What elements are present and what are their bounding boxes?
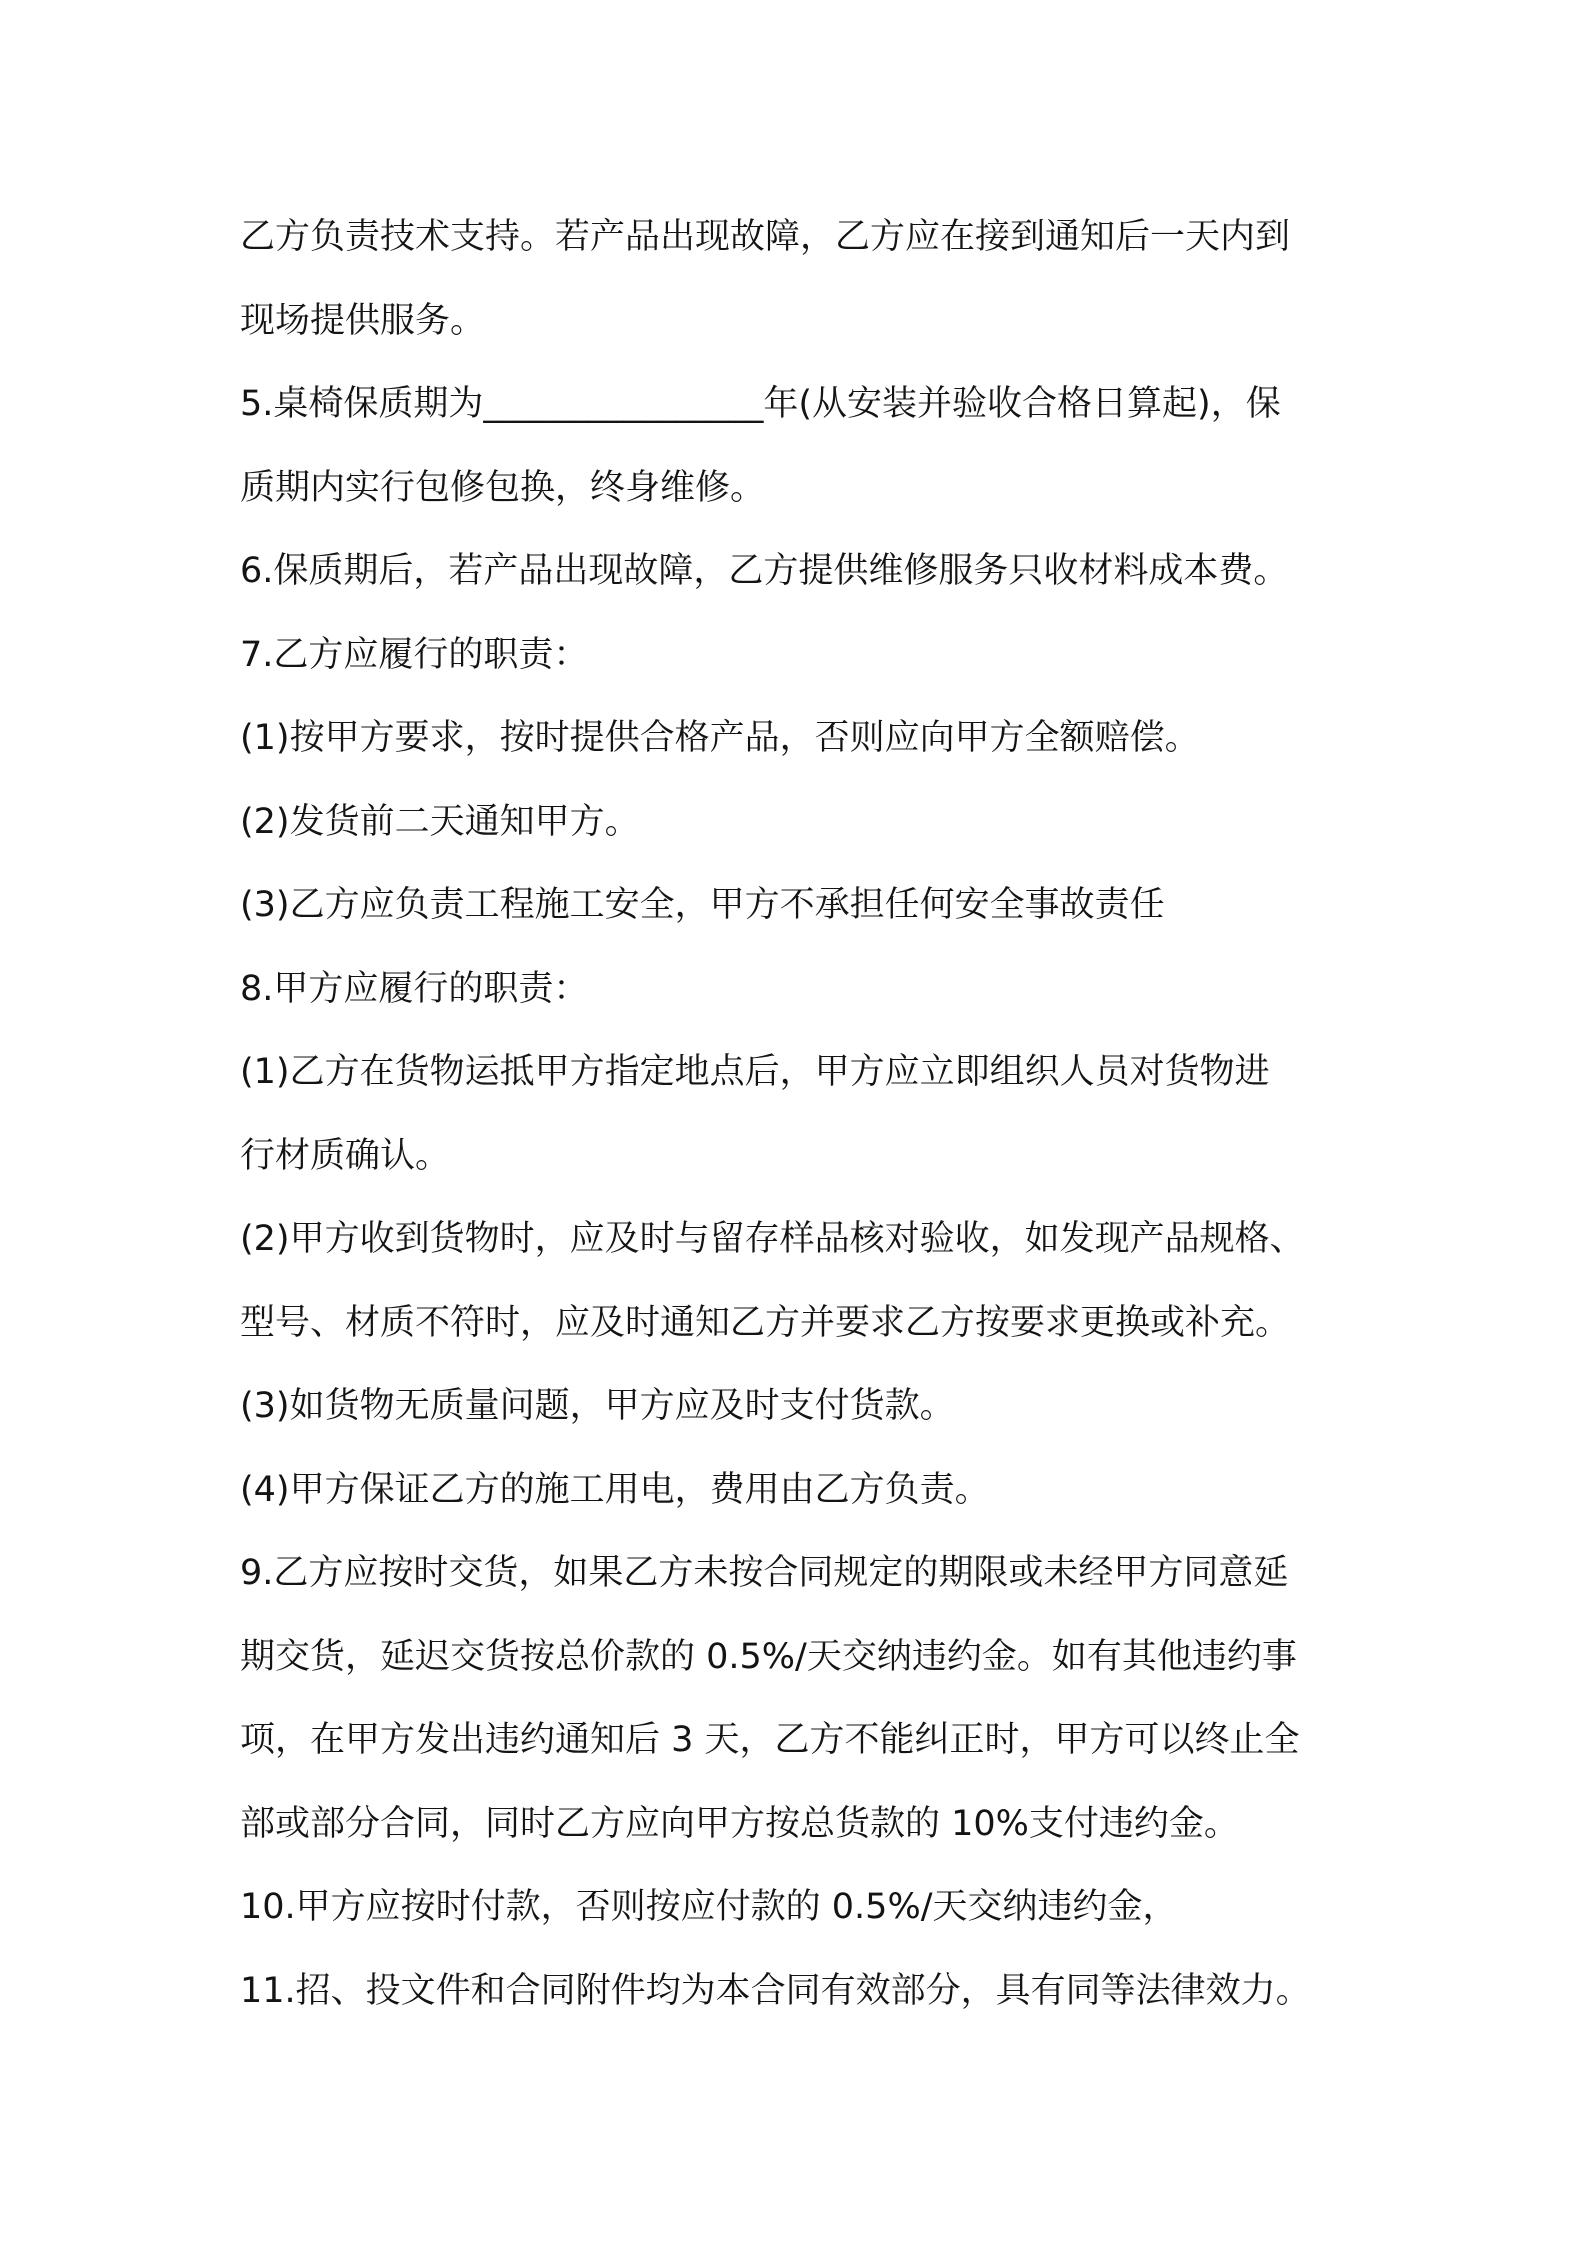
text-line: 项，在甲方发出违约通知后 3 天，乙方不能纠正时，甲方可以终止全 [240,1720,1300,1760]
contract-body [240,196,1360,2033]
clause-8-item-1: (1)乙方在货物运抵甲方指定地点后，甲方应立即组织人员对货物进 [240,1052,1270,1092]
clause-11: 11.招、投文件和合同附件均为本合同有效部分，具有同等法律效力。 [240,1970,1311,2011]
text-line: 型号、材质不符时，应及时通知乙方并要求乙方按要求更换或补充。 [240,1302,1291,1343]
clause-9: 9.乙方应按时交货，如果乙方未按合同规定的期限或未经甲方同意延 [240,1553,1289,1593]
text-line: 乙方负责技术支持。若产品出现故障，乙方应在接到通知后一天内到 [240,217,1291,257]
clause-8-item-3: (3)如货物无质量问题，甲方应及时支付货款。 [240,1386,955,1426]
clause-8-item-2: (2)甲方收到货物时，应及时与留存样品核对验收，如发现产品规格、 [240,1219,1305,1259]
clause-10: 10.甲方应按时付款，否则按应付款的 0.5%/天交纳违约金， [240,1887,1178,1927]
text-line: 现场提供服务。 [240,300,486,341]
text-line: 部或部分合同，同时乙方应向甲方按总货款的 10%支付违约金。 [240,1803,1239,1844]
text-line: 行材质确认。 [240,1135,451,1176]
text-line: 质期内实行包修包换，终身维修。 [240,467,766,508]
clause-8-heading: 8.甲方应履行的职责： [240,968,589,1009]
text-line: 期交货，延迟交货按总价款的 0.5%/天交纳违约金。如有其他违约事 [240,1636,1297,1677]
clause-8-item-4: (4)甲方保证乙方的施工用电，费用由乙方负责。 [240,1469,990,1510]
clause-7-item-1: (1)按甲方要求，按时提供合格产品，否则应向甲方全额赔偿。 [240,718,1200,758]
clause-6: 6.保质期后，若产品出现故障，乙方提供维修服务只收材料成本费。 [240,551,1289,591]
clause-7-item-3: (3)乙方应负责工程施工安全，甲方不承担任何安全事故责任 [240,885,1165,925]
clause-7-item-2: (2)发货前二天通知甲方。 [240,801,640,842]
clause-7-heading: 7.乙方应履行的职责： [240,634,589,675]
clause-5: 5.桌椅保质期为________________年(从安装并验收合格日算起)，保 [240,384,1281,424]
